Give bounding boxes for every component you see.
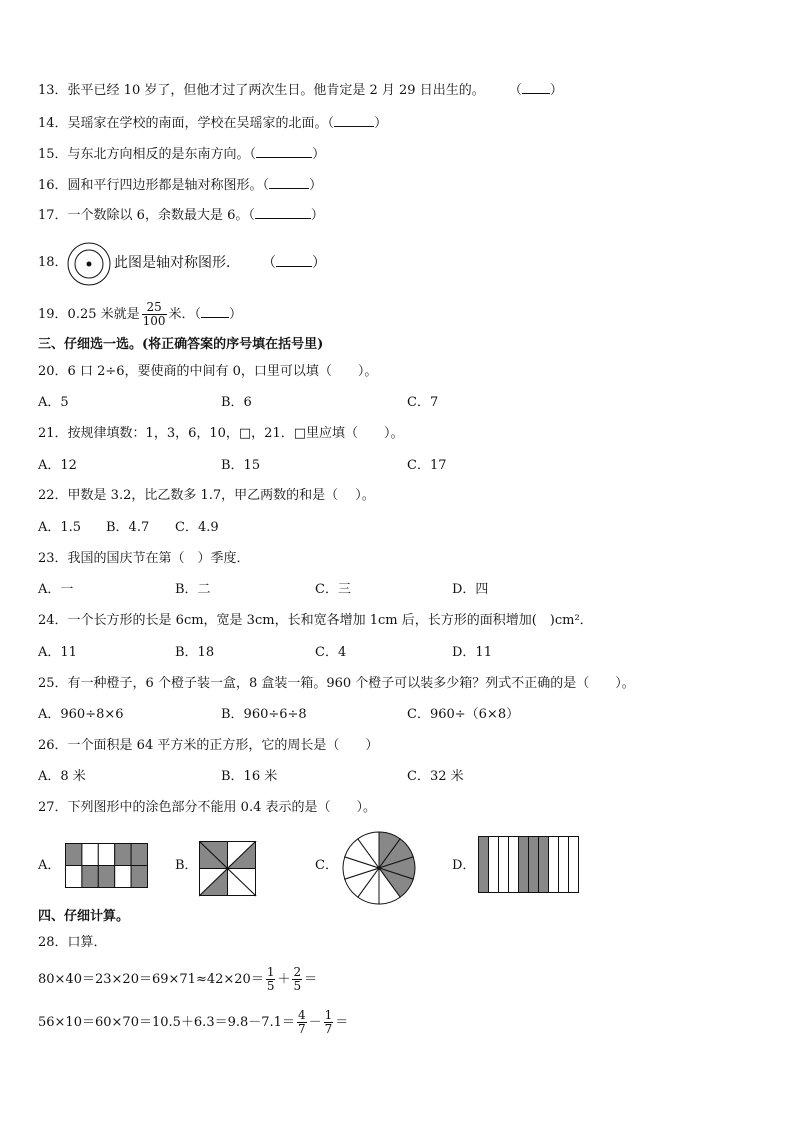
question-28: 28．口算． [38,935,107,950]
q22-option-c[interactable]: C．4.9 [175,520,219,535]
q22-option-a[interactable]: A．1.5 [38,520,82,535]
q27-option-b[interactable]: B． [175,858,198,873]
oral-calc-row-2: 56×10＝60×70＝10.5＋6.3＝9.8－7.1＝ $\frac{4}{7}$ － $\frac{1}{7}$ ＝ [38,1008,349,1036]
question-21: 21．按规律填数：1，3，6，10，□，21．□里应填（ ）。 [38,426,404,441]
answer-blank[interactable] [334,114,374,127]
answer-blank[interactable] [276,254,312,267]
answer-blank[interactable] [256,145,312,158]
concentric-circles-figure [66,241,112,287]
q26-option-c[interactable]: C．32 米 [407,769,464,784]
q20-option-a[interactable]: A．5 [38,395,69,410]
stripe-column [559,837,569,893]
striped-rectangle-figure [478,836,580,894]
question-24: 24．一个长方形的长是 6cm，宽是 3cm，长和宽各增加 1cm 后，长方形的面积增加( )cm²． [38,613,593,628]
q23-option-d[interactable]: D．四 [452,582,489,597]
q22-option-b[interactable]: B．4.7 [106,520,150,535]
q25-option-c[interactable]: C．960÷（6×8） [407,707,520,722]
fraction: $\frac{1}{5}$ [266,965,275,993]
grid-cell [82,844,98,866]
stripe-column [539,837,549,893]
stripe-column [519,837,529,893]
grid-cell [131,844,147,866]
question-20: 20．6 口 2÷6，要使商的中间有 0，口里可以填（ ）。 [38,364,378,379]
q23-option-a[interactable]: A．一 [38,582,74,597]
grid-shaded-figure [65,843,149,889]
grid-cell [66,866,82,888]
answer-blank[interactable] [522,81,550,94]
section-3-heading: 三、仔细选一选。(将正确答案的序号填在括号里) [38,337,324,352]
question-26: 26．一个面积是 64 平方米的正方形，它的周长是（ ） [38,738,379,753]
question-16: 16．圆和平行四边形都是轴对称图形。（ ） [38,178,323,193]
square-triangles-figure [199,841,257,897]
stripe-column [569,837,579,893]
q21-option-c[interactable]: C．17 [407,458,447,473]
fraction: $\frac{4}{7}$ [297,1008,306,1036]
stripe-column [549,837,559,893]
q23-option-c[interactable]: C．三 [315,582,351,597]
q27-option-d[interactable]: D． [452,858,476,873]
question-15: 15．与东北方向相反的是东南方向。（ ） [38,147,326,162]
q27-option-c[interactable]: C． [315,858,338,873]
q25-option-b[interactable]: B．960÷6÷8 [221,707,307,722]
circle-sectors-figure [341,830,417,906]
stripe-column [499,837,509,893]
q20-option-c[interactable]: C．7 [407,395,439,410]
question-27: 27．下列图形中的涂色部分不能用 0.4 表示的是（ ）。 [38,800,376,815]
question-19: 19．0.25 米就是 $\frac{25}{100}$ 米．（ ） [38,300,243,328]
question-17: 17．一个数除以 6，余数最大是 6。（ ） [38,208,324,223]
q24-option-d[interactable]: D．11 [452,645,492,660]
q21-option-a[interactable]: A．12 [38,458,77,473]
stripe-column [479,837,489,893]
answer-blank[interactable] [269,176,309,189]
answer-blank[interactable] [255,206,311,219]
q27-option-a[interactable]: A． [38,858,61,873]
section-4-heading: 四、仔细计算。 [38,909,130,924]
answer-blank[interactable] [201,305,229,318]
q21-option-b[interactable]: B．15 [221,458,261,473]
grid-cell [131,866,147,888]
grid-cell [82,866,98,888]
q26-option-b[interactable]: B．16 米 [221,769,278,784]
question-14: 14．吴瑶家在学校的南面，学校在吴瑶家的北面。（ ） [38,116,388,131]
q26-option-a[interactable]: A．8 米 [38,769,86,784]
grid-cell [66,844,82,866]
q24-option-c[interactable]: C．4 [315,645,347,660]
question-25: 25．有一种橙子，6 个橙子装一盒，8 盒装一箱。960 个橙子可以装多少箱？列式不正确的是（ ）。 [38,676,635,691]
question-13: 13．张平已经 10 岁了，但他才过了两次生日。他肯定是 2 月 29 日出生的。 （ ） [38,83,563,98]
question-18: 18． [38,255,68,270]
stripe-column [529,837,539,893]
oral-calc-row-1: 80×40＝23×20＝69×71≈42×20＝ $\frac{1}{5}$ ＋ $\frac{2}{5}$ ＝ [38,965,318,993]
fraction-25-100: $\frac{25}{100}$ [142,300,166,328]
question-18-text: 此图是轴对称图形． （ ） [114,255,326,271]
grid-cell [98,844,114,866]
fraction: $\frac{1}{7}$ [324,1008,333,1036]
grid-cell [98,866,114,888]
q23-option-b[interactable]: B．二 [175,582,211,597]
stripe-column [489,837,499,893]
question-23: 23．我国的国庆节在第（ ）季度． [38,551,250,566]
question-22: 22．甲数是 3.2，比乙数多 1.7，甲乙两数的和是（ ）。 [38,488,375,503]
grid-cell [115,866,131,888]
q24-option-a[interactable]: A．11 [38,645,77,660]
q24-option-b[interactable]: B．18 [175,645,215,660]
fraction: $\frac{2}{5}$ [293,965,302,993]
q20-option-b[interactable]: B．6 [221,395,252,410]
grid-cell [115,844,131,866]
q25-option-a[interactable]: A．960÷8×6 [38,707,124,722]
stripe-column [509,837,519,893]
